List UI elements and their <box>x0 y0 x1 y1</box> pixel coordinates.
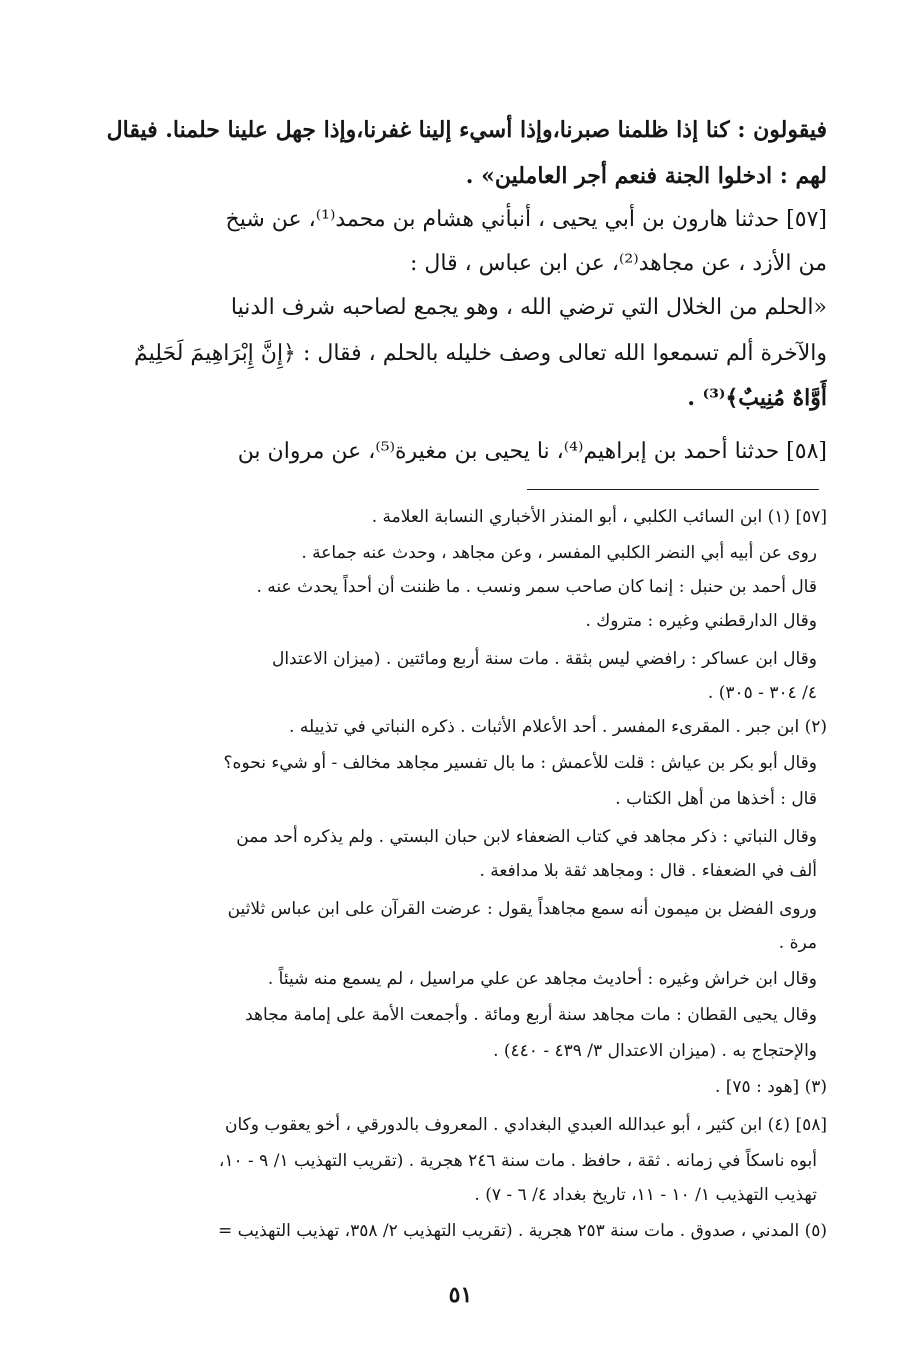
main-line: والآخرة ألم تسمعوا الله تعالى وصف خليله بالحلم ، فقال : ﴿إِنَّ إِبْرَاهِيمَ لَحَلِيمٌ <box>133 341 827 366</box>
footnote-line: (٥) المدني ، صدوق . مات سنة ٢٥٣ هجرية . (تقريب التهذيب ٢/ ٣٥٨، تهذيب التهذيب = <box>218 1221 827 1241</box>
footnote-line: قال : أخذها من أهل الكتاب . <box>615 789 817 809</box>
footnote-line: (٣) [هود : ٧٥] . <box>714 1077 827 1097</box>
footnote-line: تهذيب التهذيب ١/ ١٠ - ١١، تاريخ بغداد ٤/ ٦ - ٧) . <box>474 1185 817 1205</box>
footnote-line: وقال ابن عساكر : رافضي ليس بثقة . مات سنة أربع ومائتين . (ميزان الاعتدال <box>271 649 817 669</box>
footnote-line: ٤/ ٣٠٤ - ٣٠٥) . <box>707 683 817 703</box>
footnote-line: أبوه ناسكاً في زمانه . ثقة ، حافظ . مات سنة ٢٤٦ هجرية . (تقريب التهذيب ١/ ٩ - ١٠، <box>218 1151 817 1171</box>
footnote-line: وروى الفضل بن ميمون أنه سمع مجاهداً يقول : عرضت القرآن على ابن عباس ثلاثين <box>227 899 817 919</box>
footnote-line: ألف في الضعفاء . قال : ومجاهد ثقة بلا مدافعة . <box>479 861 817 881</box>
footnote-separator <box>527 489 819 490</box>
footnote-line: وقال يحيى القطان : مات مجاهد سنة أربع ومائة . وأجمعت الأمة على إمامة مجاهد <box>245 1005 817 1025</box>
main-line: من الأزد ، عن مجاهد⁽²⁾، عن ابن عباس ، قال : <box>409 251 827 276</box>
footnote-line: روى عن أبيه أبي النضر الكلبي المفسر ، وعن مجاهد ، وحدث عنه جماعة . <box>301 543 817 563</box>
quran-verse: أَوَّاهٌ مُنِيبٌ﴾⁽³⁾ . <box>687 385 827 411</box>
footnote-line: (٢) ابن جبر . المقرىء المفسر . أحد الأعلام الأثبات . ذكره النباتي في تذييله . <box>289 717 827 737</box>
main-line: «الحلم من الخلال التي ترضي الله ، وهو يجمع لصاحبه شرف الدنيا <box>230 295 827 320</box>
footnote-line: وقال ابن خراش وغيره : أحاديث مجاهد عن علي مراسيل ، لم يسمع منه شيئاً . <box>267 969 817 989</box>
footnote-line: وقال النباتي : ذكر مجاهد في كتاب الضعفاء لابن حبان البستي . ولم يذكره أحد ممن <box>236 827 817 847</box>
footnote-line: وقال أبو بكر بن عياش : قلت للأعمش : ما بال تفسير مجاهد مخالف - أو شيء نحوه؟ <box>223 753 817 773</box>
page-number: ٥١ <box>448 1282 473 1308</box>
main-line: فيقولون : كنا إذا ظلمنا صبرنا،وإذا أسيء إلينا غفرنا،وإذا جهل علينا حلمنا. فيقال <box>106 117 827 143</box>
footnote-line: مرة . <box>778 933 817 953</box>
footnote-line: والإحتجاج به . (ميزان الاعتدال ٣/ ٤٣٩ - ٤٤٠) . <box>493 1041 817 1061</box>
footnote-line: [٥٧] (١) ابن السائب الكلبي ، أبو المنذر الأخباري النسابة العلامة . <box>371 507 827 527</box>
hadith-58-heading: [٥٨] حدثنا أحمد بن إبراهيم⁽⁴⁾، نا يحيى بن مغيرة⁽⁵⁾، عن مروان بن <box>237 439 827 464</box>
footnote-line: قال أحمد بن حنبل : إنما كان صاحب سمر ونسب . ما ظننت أن أحداً يحدث عنه . <box>256 577 817 597</box>
main-line: لهم : ادخلوا الجنة فنعم أجر العاملين» . <box>465 163 827 189</box>
footnote-line: وقال الدارقطني وغيره : متروك . <box>585 611 817 631</box>
footnote-line: [٥٨] (٤) ابن كثير ، أبو عبدالله العبدي البغدادي . المعروف بالدورقي ، أخو يعقوب وكان <box>225 1115 827 1135</box>
hadith-57-heading: [٥٧] حدثنا هارون بن أبي يحيى ، أنبأني هشام بن محمد⁽¹⁾، عن شيخ <box>225 207 827 232</box>
